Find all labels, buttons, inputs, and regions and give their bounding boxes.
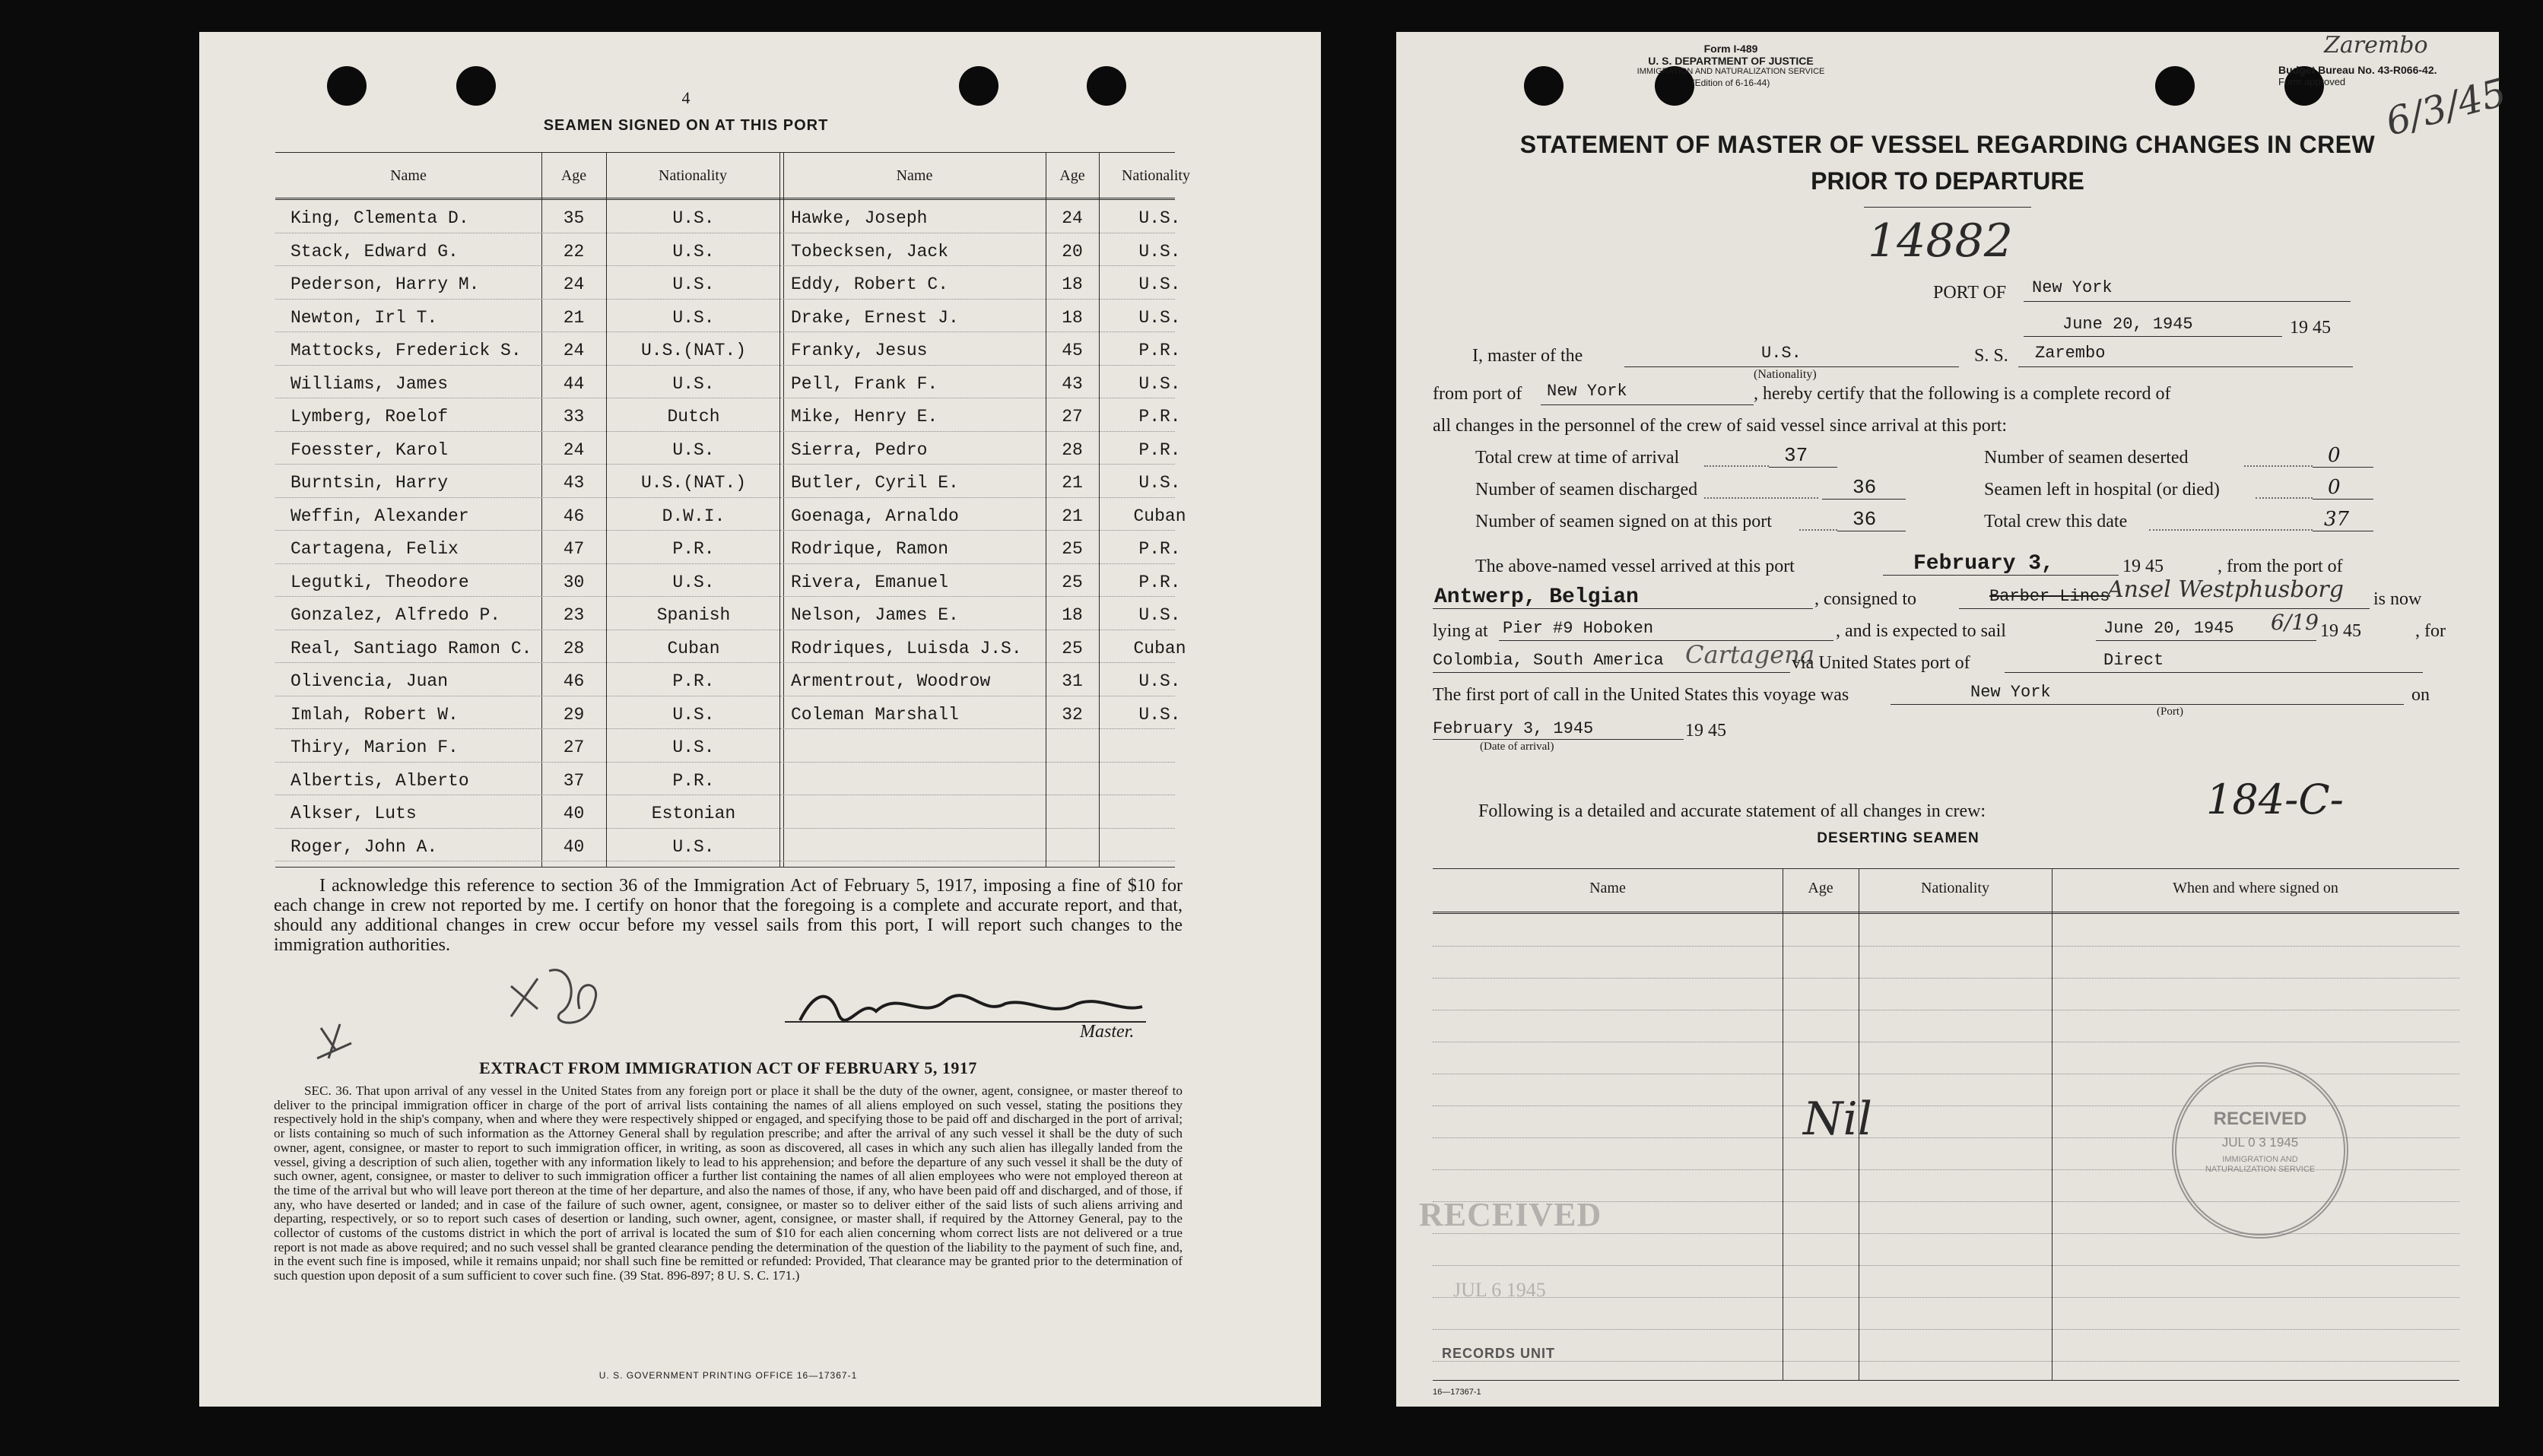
table-cell: 21 <box>563 307 585 328</box>
row-rule <box>275 431 1175 432</box>
table-cell: Goenaga, Arnaldo <box>791 506 959 526</box>
printing-office: U. S. GOVERNMENT PRINTING OFFICE 16—17367-1 <box>598 1370 858 1381</box>
row-rule <box>1433 1297 2459 1298</box>
form-footer: 16—17367-1 <box>1433 1388 1481 1397</box>
table-cell: 24 <box>563 341 585 360</box>
table-cell: 46 <box>563 671 585 691</box>
table-cell: 25 <box>1062 539 1083 559</box>
table-cell: 40 <box>563 804 585 823</box>
arrived-text: The above-named vessel arrived at this port <box>1475 557 1795 576</box>
row-rule <box>275 530 1175 531</box>
table-cell: Rodrique, Ramon <box>791 539 949 559</box>
extract-text: SEC. 36. That upon arrival of any vessel in the United States from any foreign port or place it shall be the duty of the owner, agent, consignee, or master thereof to deliver to the principal immigration officer in charge of the port of arrival lists containing the names of all aliens employed on such vessel, stating the positions they respectively hold in the ship's company, when and where they were respectively shipped or engaged, and specifying those to be paid off and discharged in the port of arrival; or lists containing so much of such information as the Attorney General shall by regulation prescribe; and after the arrival of any such vessel it shall be the duty of such owner, agent, consignee, or master to report to such immigration officer, in writing, as soon as discovered, all cases in which any such alien has illegally landed from the vessel, giving a description of such alien, together with any information likely to lead to his apprehension; and before the departure of any such vessel it shall be the duty of such owner, agent, consignee, or master to deliver to such immigration officer a further list containing the names of all alien employees who were not employed thereon at the time of the arrival but who will leave port thereon at the time of her departure, and also the names of those, if any, who have been paid off and discharged, and of those, if any, who have deserted or landed; and in case of the failure of such owner, agent, consignee, or master so to deliver either of the said lists of such aliens arriving and departing, respectively, or so to report such cases of desertion or landing, such owner, agent, consignee, or master shall, if required by the Attorney General, pay to the collector of customs of the customs district in which the port of arrival is located the sum of $10 for each alien concerning whom correct lists are not delivered or a true report is not made as above required; and no such vessel shall be granted clearance pending the determination of the question of the liability to the payment of such fine, and, in the event such fine is imposed, while it remains unpaid; nor shall such fine be remitted or refunded: Provided, That clearance may be granted prior to the determination of such question upon deposit of a sum sufficient to cover such fine. (39 Stat. 896-897; 8 U. S. C. 171.) <box>274 1083 1183 1283</box>
acknowledgement-text: I acknowledge this reference to section 36 of the Immigration Act of February 5, 1917, imposing a fine of $10 for each change in crew not reported by me. I certify on honor that the foregoing is a complete and accurate report, and that, should any additional changes in crew occur before my vessel sails from this port, I will report such changes to the immigration authorities. <box>274 876 1183 955</box>
table-cell: U.S. <box>672 274 715 294</box>
table-cell: 37 <box>563 770 585 791</box>
column-header: Nationality <box>659 167 727 184</box>
lying-at-value: Pier #9 Hoboken <box>1503 619 1654 638</box>
table-cell: 21 <box>1062 473 1083 493</box>
column-header: Nationality <box>1921 880 1989 896</box>
table-cell: U.S. <box>672 439 715 460</box>
table-cell: U.S. <box>1138 373 1181 394</box>
ship-name: Zarembo <box>2035 344 2106 363</box>
column-header: Age <box>560 167 587 184</box>
total-arrival-label: Total crew at time of arrival <box>1475 448 1680 468</box>
round-stamp-text: IMMIGRATION AND NATURALIZATION SERVICE <box>2205 1155 2316 1174</box>
page-number: 4 <box>681 88 691 107</box>
punch-hole <box>959 66 998 106</box>
table-cell: 18 <box>1062 605 1083 625</box>
received-stamp: RECEIVED <box>1419 1196 1602 1233</box>
table-cell: U.S. <box>1138 704 1181 725</box>
row-rule <box>1433 978 2459 979</box>
table-cell: 40 <box>563 836 585 857</box>
lying-at-label: lying at <box>1433 621 1488 641</box>
row-rule <box>1433 946 2459 947</box>
left-page <box>199 32 1321 1407</box>
table-cell: Williams, James <box>290 373 449 394</box>
table-title: SEAMEN SIGNED ON AT THIS PORT <box>543 117 829 134</box>
table-cell: 33 <box>563 407 585 427</box>
discharged-label: Number of seamen discharged <box>1475 480 1698 500</box>
column-header: When and where signed on <box>2173 880 2338 896</box>
table-cell: Dutch <box>667 407 720 427</box>
first-port-value: New York <box>1970 683 2051 702</box>
column-header: Name <box>896 167 933 184</box>
table-cell: Rivera, Emanuel <box>791 572 949 592</box>
table-cell: Weffin, Alexander <box>290 506 469 526</box>
table-cell: U.S. <box>1138 473 1181 493</box>
row-rule <box>1433 1361 2459 1362</box>
table-cell: 23 <box>563 605 585 625</box>
table-cell: Mattocks, Frederick S. <box>290 341 522 360</box>
hospital-value: 0 <box>2328 476 2341 499</box>
table-cell: 24 <box>563 274 585 294</box>
budget-number: Budget Bureau No. 43-R066-42. <box>2278 64 2437 76</box>
expected-text: , and is expected to sail <box>1836 621 2006 641</box>
sail-date: June 20, 1945 <box>2103 619 2234 638</box>
table-cell: 43 <box>1062 373 1083 394</box>
column-header: Name <box>390 167 427 184</box>
table-cell: 25 <box>1062 572 1083 592</box>
table-cell: P.R. <box>1138 539 1181 559</box>
port-value: New York <box>2032 278 2113 297</box>
row-rule <box>1433 1329 2459 1330</box>
punch-hole <box>2155 66 2195 106</box>
punch-hole <box>1087 66 1126 106</box>
table-cell: Gonzalez, Alfredo P. <box>290 605 501 625</box>
port-label: PORT OF <box>1933 283 2007 303</box>
row-rule <box>1433 1265 2459 1266</box>
table-cell: 29 <box>563 704 585 725</box>
table-cell: D.W.I. <box>662 506 725 526</box>
table-cell: U.S. <box>1138 208 1181 228</box>
table-cell: Cuban <box>667 638 720 658</box>
table-cell: U.S. <box>1138 605 1181 625</box>
table-cell: 24 <box>563 439 585 460</box>
table-cell: P.R. <box>1138 341 1181 360</box>
table-cell: 45 <box>1062 341 1083 360</box>
table-cell: U.S. <box>672 307 715 328</box>
table-cell: U.S. <box>1138 307 1181 328</box>
consigned-to-label: , consigned to <box>1814 589 1916 609</box>
table-cell: Hawke, Joseph <box>791 208 928 228</box>
round-stamp-date: JUL 0 3 1945 <box>2221 1135 2299 1150</box>
arrived-date: February 3, <box>1913 552 2054 576</box>
row-rule <box>275 497 1175 498</box>
table-cell: 28 <box>1062 439 1083 460</box>
round-received-stamp <box>2172 1062 2348 1239</box>
table-cell: P.R. <box>672 539 715 559</box>
column-header: Nationality <box>1122 167 1190 184</box>
extract-title: EXTRACT FROM IMMIGRATION ACT OF FEBRUARY 5, 1917 <box>479 1058 977 1077</box>
table-cell: 18 <box>1062 274 1083 294</box>
table-cell: 32 <box>1062 704 1083 725</box>
table-cell: 46 <box>563 506 585 526</box>
changes-text: all changes in the personnel of the crew of said vessel since arrival at this port: <box>1433 416 2008 436</box>
table-cell: 43 <box>563 473 585 493</box>
row-rule <box>275 464 1175 465</box>
arrived-year: 19 45 <box>2122 557 2164 576</box>
table-cell: U.S. <box>672 208 715 228</box>
table-cell: Franky, Jesus <box>791 341 928 360</box>
certify-text: , hereby certify that the following is a complete record of <box>1754 384 2171 404</box>
round-stamp-title: RECEIVED <box>2213 1109 2307 1129</box>
file-number: 14882 <box>1868 214 2013 268</box>
form-approved: Form approved <box>2278 76 2346 87</box>
table-cell: P.R. <box>672 671 715 691</box>
handwritten-date: 6/3/45 <box>2381 70 2511 144</box>
table-cell: 18 <box>1062 307 1083 328</box>
edition: (Edition of 6-16-44) <box>1691 78 1770 88</box>
table-cell: Spanish <box>656 605 731 625</box>
table-cell: Albertis, Alberto <box>290 770 469 791</box>
table-cell: 28 <box>563 638 585 658</box>
table-cell: Cuban <box>1133 506 1186 526</box>
row-rule <box>275 265 1175 266</box>
destination: Colombia, South America <box>1433 651 1664 670</box>
table-cell: 21 <box>1062 506 1083 526</box>
table-cell: Tobecksen, Jack <box>791 241 949 262</box>
table-cell: Burntsin, Harry <box>290 473 449 493</box>
table-cell: Armentrout, Woodrow <box>791 671 991 691</box>
via-label: via United States port of <box>1792 653 1970 673</box>
table-cell: 24 <box>1062 208 1083 228</box>
table-cell: P.R. <box>1138 572 1181 592</box>
on-label: on <box>2411 685 2430 705</box>
table-cell: U.S.(NAT.) <box>640 341 747 360</box>
table-cell: Nelson, James E. <box>791 605 959 625</box>
handwritten-initials <box>496 956 617 1039</box>
table-cell: Newton, Irl T. <box>290 307 438 328</box>
table-cell: U.S. <box>672 373 715 394</box>
deserted-value: 0 <box>2328 444 2341 467</box>
form-subtitle: PRIOR TO DEPARTURE <box>1811 167 2084 195</box>
first-year: 19 45 <box>1685 721 1726 741</box>
table-cell: Imlah, Robert W. <box>290 704 459 725</box>
right-page <box>1396 32 2511 1407</box>
column-header: Age <box>1059 167 1085 184</box>
table-cell: 20 <box>1062 241 1083 262</box>
date-year: 19 45 <box>2290 318 2331 338</box>
deserting-title: DESERTING SEAMEN <box>1817 830 1979 846</box>
table-cell: U.S.(NAT.) <box>640 473 747 493</box>
table-cell: Roger, John A. <box>290 836 438 857</box>
table-cell: Alkser, Luts <box>290 804 417 823</box>
consignee-handwritten: Ansel Westphusborg <box>2107 576 2344 603</box>
discharged-value: 36 <box>1852 476 1877 499</box>
nationality-caption: (Nationality) <box>1754 368 1817 381</box>
hospital-label: Seamen left in hospital (or died) <box>1984 480 2220 500</box>
table-cell: U.S. <box>672 704 715 725</box>
table-cell: Pell, Frank F. <box>791 373 938 394</box>
table-cell: Pederson, Harry M. <box>290 274 480 294</box>
table-cell: Eddy, Robert C. <box>791 274 949 294</box>
via-port: Direct <box>2103 651 2164 670</box>
signed-on-value: 36 <box>1852 508 1877 531</box>
table-cell: 30 <box>563 572 585 592</box>
table-cell: Coleman Marshall <box>791 704 959 725</box>
table-cell: 47 <box>563 539 585 559</box>
table-cell: Estonian <box>651 804 736 823</box>
following-text: Following is a detailed and accurate statement of all changes in crew: <box>1478 801 1986 821</box>
handwritten-ship-name: Zarembo <box>2324 32 2428 59</box>
row-rule <box>275 331 1175 332</box>
table-cell: Drake, Ernest J. <box>791 307 959 328</box>
signed-on-label: Number of seamen signed on at this port <box>1475 512 1772 531</box>
service: IMMIGRATION AND NATURALIZATION SERVICE <box>1637 67 1825 76</box>
row-rule <box>275 596 1175 597</box>
master-of-label: I, master of the <box>1472 346 1583 366</box>
table-cell: Real, Santiago Ramon C. <box>290 638 532 658</box>
punch-hole <box>327 66 367 106</box>
date-value: June 20, 1945 <box>2062 315 2193 334</box>
total-date-label: Total crew this date <box>1984 512 2128 531</box>
table-cell: King, Clementa D. <box>290 208 469 228</box>
destination-handwritten: Cartagena <box>1685 640 1814 669</box>
is-now-text: is now <box>2373 589 2422 609</box>
table-cell: Stack, Edward G. <box>290 241 459 262</box>
table-cell: Legutki, Theodore <box>290 572 469 592</box>
ss-label: S. S. <box>1974 346 2008 366</box>
total-arrival-value: 37 <box>1784 444 1808 467</box>
table-cell: Olivencia, Juan <box>290 671 449 691</box>
nil-mark: Nil <box>1803 1093 1872 1146</box>
table-cell: 22 <box>563 241 585 262</box>
table-cell: Cartagena, Felix <box>290 539 459 559</box>
table-cell: U.S. <box>672 572 715 592</box>
table-cell: 44 <box>563 373 585 394</box>
sail-handwritten: 6/19 <box>2271 610 2319 635</box>
first-date: February 3, 1945 <box>1433 719 1594 738</box>
punch-hole <box>456 66 496 106</box>
table-cell: Butler, Cyril E. <box>791 473 959 493</box>
row-rule <box>275 728 1175 729</box>
for-label: , for <box>2415 621 2446 641</box>
table-cell: P.R. <box>1138 439 1181 460</box>
port-caption: (Port) <box>2157 706 2183 718</box>
table-cell: Mike, Henry E. <box>791 407 938 427</box>
table-cell: 31 <box>1062 671 1083 691</box>
table-cell: U.S. <box>672 738 715 757</box>
table-cell: U.S. <box>1138 274 1181 294</box>
records-unit: RECORDS UNIT <box>1442 1346 1556 1361</box>
form-number: Form I-489 <box>1703 43 1758 55</box>
table-cell: U.S. <box>672 836 715 857</box>
row-rule <box>275 662 1175 663</box>
table-cell: Foesster, Karol <box>290 439 449 460</box>
row-rule <box>275 563 1175 564</box>
row-rule <box>275 762 1175 763</box>
table-cell: 27 <box>563 738 585 757</box>
table-cell: P.R. <box>672 770 715 791</box>
table-cell: U.S. <box>672 241 715 262</box>
from-port-value: New York <box>1547 382 1627 401</box>
table-cell: 35 <box>563 208 585 228</box>
row-rule <box>275 365 1175 366</box>
deserted-label: Number of seamen deserted <box>1984 448 2189 468</box>
row-rule <box>275 828 1175 829</box>
table-cell: 25 <box>1062 638 1083 658</box>
form-title: STATEMENT OF MASTER OF VESSEL REGARDING CHANGES IN CREW <box>1519 131 2376 158</box>
table-cell: P.R. <box>1138 407 1181 427</box>
sail-year: 19 45 <box>2320 621 2361 641</box>
total-date-value: 37 <box>2324 508 2350 531</box>
table-cell: Cuban <box>1133 638 1186 658</box>
column-header: Name <box>1589 880 1626 896</box>
table-cell: Thiry, Marion F. <box>290 738 459 757</box>
from-port-of: , from the port of <box>2218 557 2343 576</box>
handwritten-code: 184-C- <box>2206 776 2344 823</box>
nationality-value: U.S. <box>1761 344 1802 363</box>
master-label: Master. <box>1080 1022 1135 1042</box>
table-cell: U.S. <box>1138 241 1181 262</box>
received-stamp-date: JUL 6 1945 <box>1453 1279 1546 1301</box>
from-port-label: from port of <box>1433 384 1522 404</box>
consignee-struck: Barber Lines <box>1989 587 2110 606</box>
department: U. S. DEPARTMENT OF JUSTICE <box>1648 55 1814 67</box>
column-header: Age <box>1808 880 1833 896</box>
first-port-text: The first port of call in the United States this voyage was <box>1433 685 1849 705</box>
origin-port: Antwerp, Belgian <box>1434 585 1639 609</box>
table-cell: 27 <box>1062 407 1083 427</box>
table-cell: Rodriques, Luisda J.S. <box>791 638 1022 658</box>
table-cell: U.S. <box>1138 671 1181 691</box>
table-cell: Lymberg, Roelof <box>290 407 449 427</box>
date-caption: (Date of arrival) <box>1480 741 1554 753</box>
table-cell: Sierra, Pedro <box>791 439 928 460</box>
row-rule <box>275 299 1175 300</box>
